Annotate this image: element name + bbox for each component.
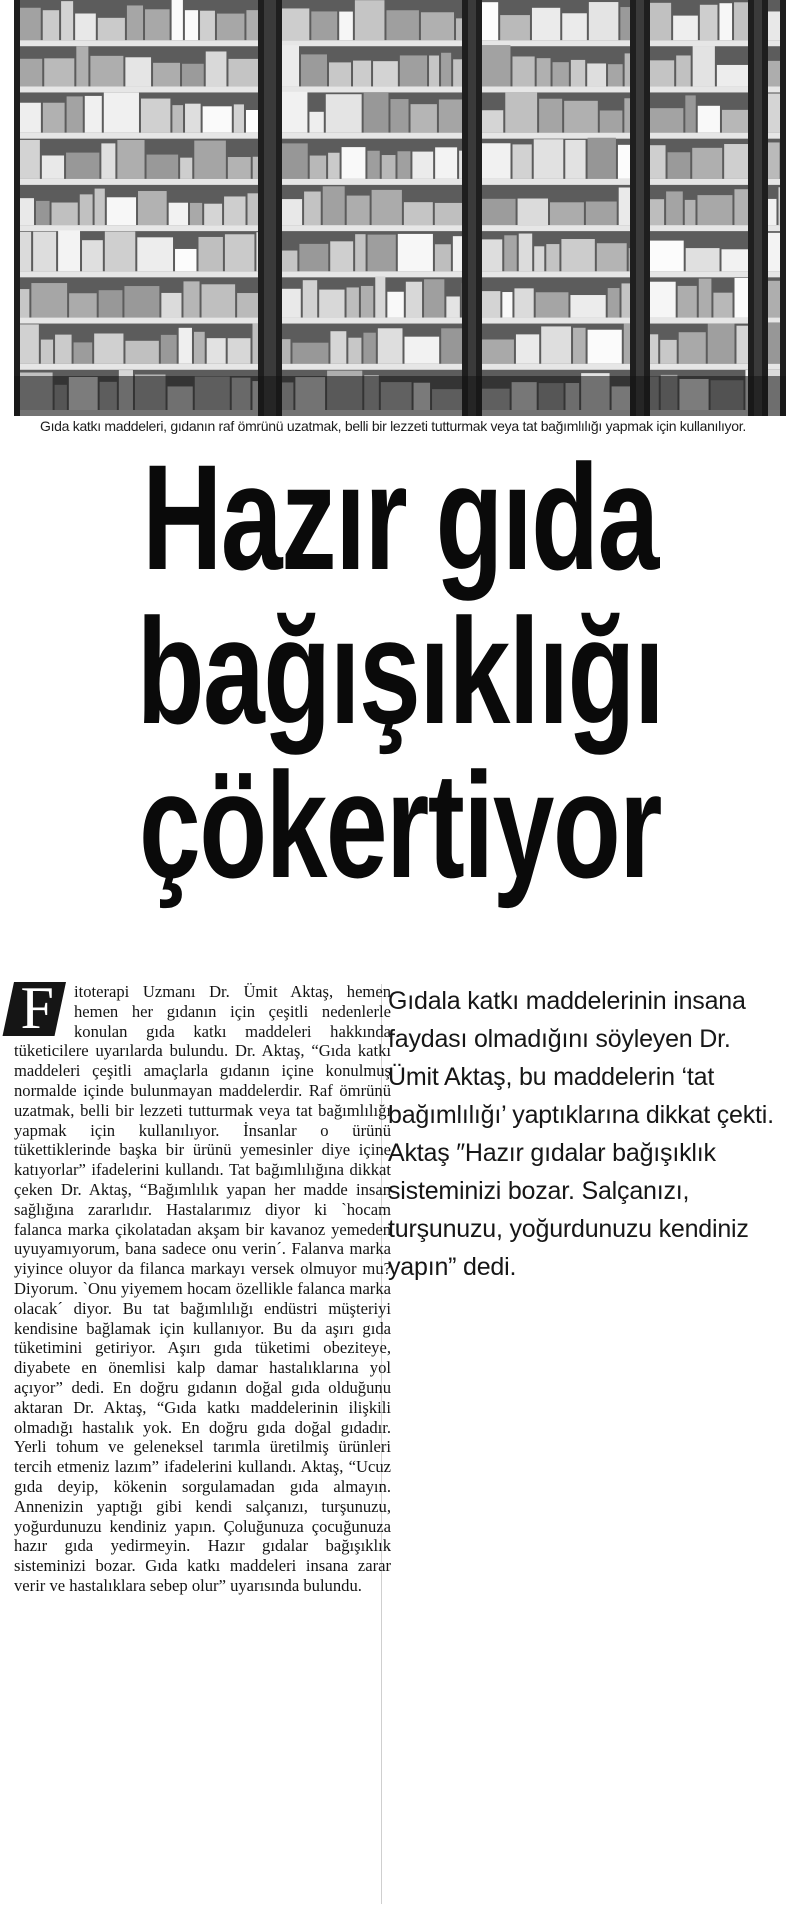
article-body-text: itoterapi Uzmanı Dr. Ümit Aktaş, hemen hemen her gıdanın için çeşitli nedenlerle konulan gıda katkı maddeleri hakkında tüketicilere uyarılarda bulundu. Dr. Aktaş, “Gıda katkı maddeleri çeşitli amaçlarla gıdanın içine konulmuş normalde içinde bulunmayan maddelerdir. Raf ömrünü uzatmak, belli bir lezzeti tutturmak veya tat bağımlılığı yapmak için kullanılıyor. İnsanlar o ürünü tükettiklerinde başka bir ürünü yemesinler diye içine katıyorlar” ifadelerini kullandı. Tat bağımlılığına dikkat çeken Dr. Aktaş, “Bağımlılık yapan her madde insan sağlığına zararlıdır. Hastalarımız diyor ki `hocam falanca marka çikolatadan akşam bir kavanoz yemeden uyuyamıyorum, bana sadece onu verin´. Falanva marka yiyince oluyor da filanca markayı versek olmuyor mu? Diyorum. `Onu yiyemem hocam özellikle falanca marka olacak´ diyor. Bu tat bağımlılığı endüstri müşteriyi kendisine bağlamak için kullanıyor. Bu da aşırı gıda tüketimini getiriyor. Aşırı gıda tüketimi obeziteye, diyabete en önemlisi kalp damar hastalıklarına yol açıyor” dedi. En doğru gıdanın doğal gıda olduğunu aktaran Dr. Aktaş, “Gıda katkı maddelerinin ilişkili olmadığı hastalık yok. En doğru gıda doğal gıdadır. Yerli tohum ve geleneksel tarımla üretilmiş ürünleri tercih etmeniz lazım” ifadelerini kullandı. Aktaş, “Ucuz gıda deyip, kökenin sorgulamadan gıda almayın. Annenizin yaptığı gibi kendi salçanızı, turşunuzu, yoğurdunuzu kendiniz yapın. Çoluğunuza çocuğunuza hazır gıda yedirmeyin. Hazır gıdalar bağışıklık sisteminizi bozar. Gıda katkı maddeleri insana zarar verir ve hastalıklara sebep olur” uyarısında bulundu. [14,982,391,1595]
article-summary-text: Gıdala katkı maddelerinin insana faydası olmadığını söyleyen Dr. Ümit Aktaş, bu maddelerin ‘tat bağımlılığı’ yaptıklarına dikkat çekti. Aktaş ″Hazır gıdalar bağışıklık sisteminizi bozar. Salçanızı, turşunuzu, yoğurdunuzu kendiniz yapın” dedi. [388,987,774,1281]
article-body [14,975,391,1596]
drop-cap-letter: F [20,975,54,1041]
article-summary [388,982,786,1286]
refrigerated-shelves-photo [14,0,786,416]
headline-line-1: Hazır gıda [142,433,658,601]
article-photo [14,0,786,416]
headline-line-2: bağışıklığı [136,587,664,755]
photo-caption: Gıda katkı maddeleri, gıdanın raf ömrünü uzatmak, belli bir lezzeti tutturmak veya tat bağımlılığı yapmak için kullanılıyor. [40,418,746,434]
headline-line-3: çökertiyor [139,741,661,909]
headline [20,433,780,909]
